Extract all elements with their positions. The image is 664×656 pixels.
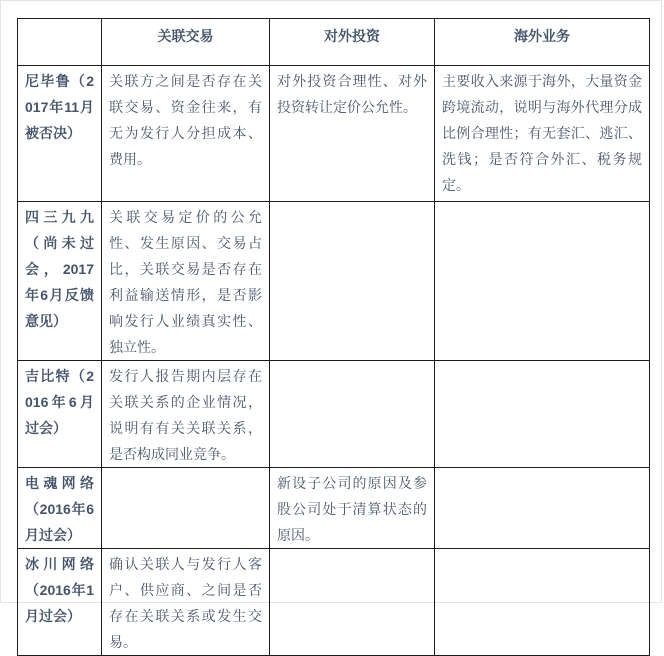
related-transactions-cell: 关联交易定价的公允性、发生原因、交易占比，关联交易是否存在利益输送情形，是否影响发行人业绩真实性、独立性。 (102, 202, 270, 361)
overseas-business-cell (435, 361, 650, 468)
header-row (18, 19, 650, 66)
outbound-investment-cell: 对外投资合理性、对外投资转让定价公允性。 (270, 66, 435, 202)
related-transactions-cell (102, 468, 270, 549)
related-transactions-cell: 发行人报告期内层存在关联关系的企业情况，说明有有关关联关系，是否构成同业竞争。 (102, 361, 270, 468)
company-cell: 冰川网络（2016年1月过会） (18, 549, 102, 656)
company-cell: 电魂网络（2016年6月过会） (18, 468, 102, 549)
overseas-business-cell (435, 468, 650, 549)
related-transactions-column-header: 关联交易 (102, 19, 270, 66)
related-transactions-cell: 关联方之间是否存在关联交易、资金往来，有无为发行人分担成本、费用。 (102, 66, 270, 202)
table-row (18, 361, 650, 468)
outbound-investment-cell (270, 202, 435, 361)
table-row (18, 202, 650, 361)
company-cell: 尼毕鲁（2017年11月被否决） (18, 66, 102, 202)
company-column-header (18, 19, 102, 66)
table-row (18, 66, 650, 202)
company-cell: 吉比特（2016年6月过会） (18, 361, 102, 468)
related-transactions-cell: 确认关联人与发行人客户、供应商、之间是否存在关联关系或发生交易。 (102, 549, 270, 656)
overseas-business-cell: 主要收入来源于海外，大量资金跨境流动，说明与海外代理分成比例合理性；有无套汇、逃汇、洗钱；是否符合外汇、税务规定。 (435, 66, 650, 202)
outbound-investment-cell (270, 361, 435, 468)
table-row (18, 468, 650, 549)
outbound-investment-column-header: 对外投资 (270, 19, 435, 66)
outbound-investment-cell: 新设子公司的原因及参股公司处于清算状态的原因。 (270, 468, 435, 549)
overseas-business-cell (435, 549, 650, 656)
overseas-business-cell (435, 202, 650, 361)
overseas-business-column-header: 海外业务 (435, 19, 650, 66)
outbound-investment-cell (270, 549, 435, 656)
table-row (18, 549, 650, 656)
company-cell: 四三九九（尚未过会，2017年6月反馈意见） (18, 202, 102, 361)
ipo-review-table (17, 18, 650, 656)
